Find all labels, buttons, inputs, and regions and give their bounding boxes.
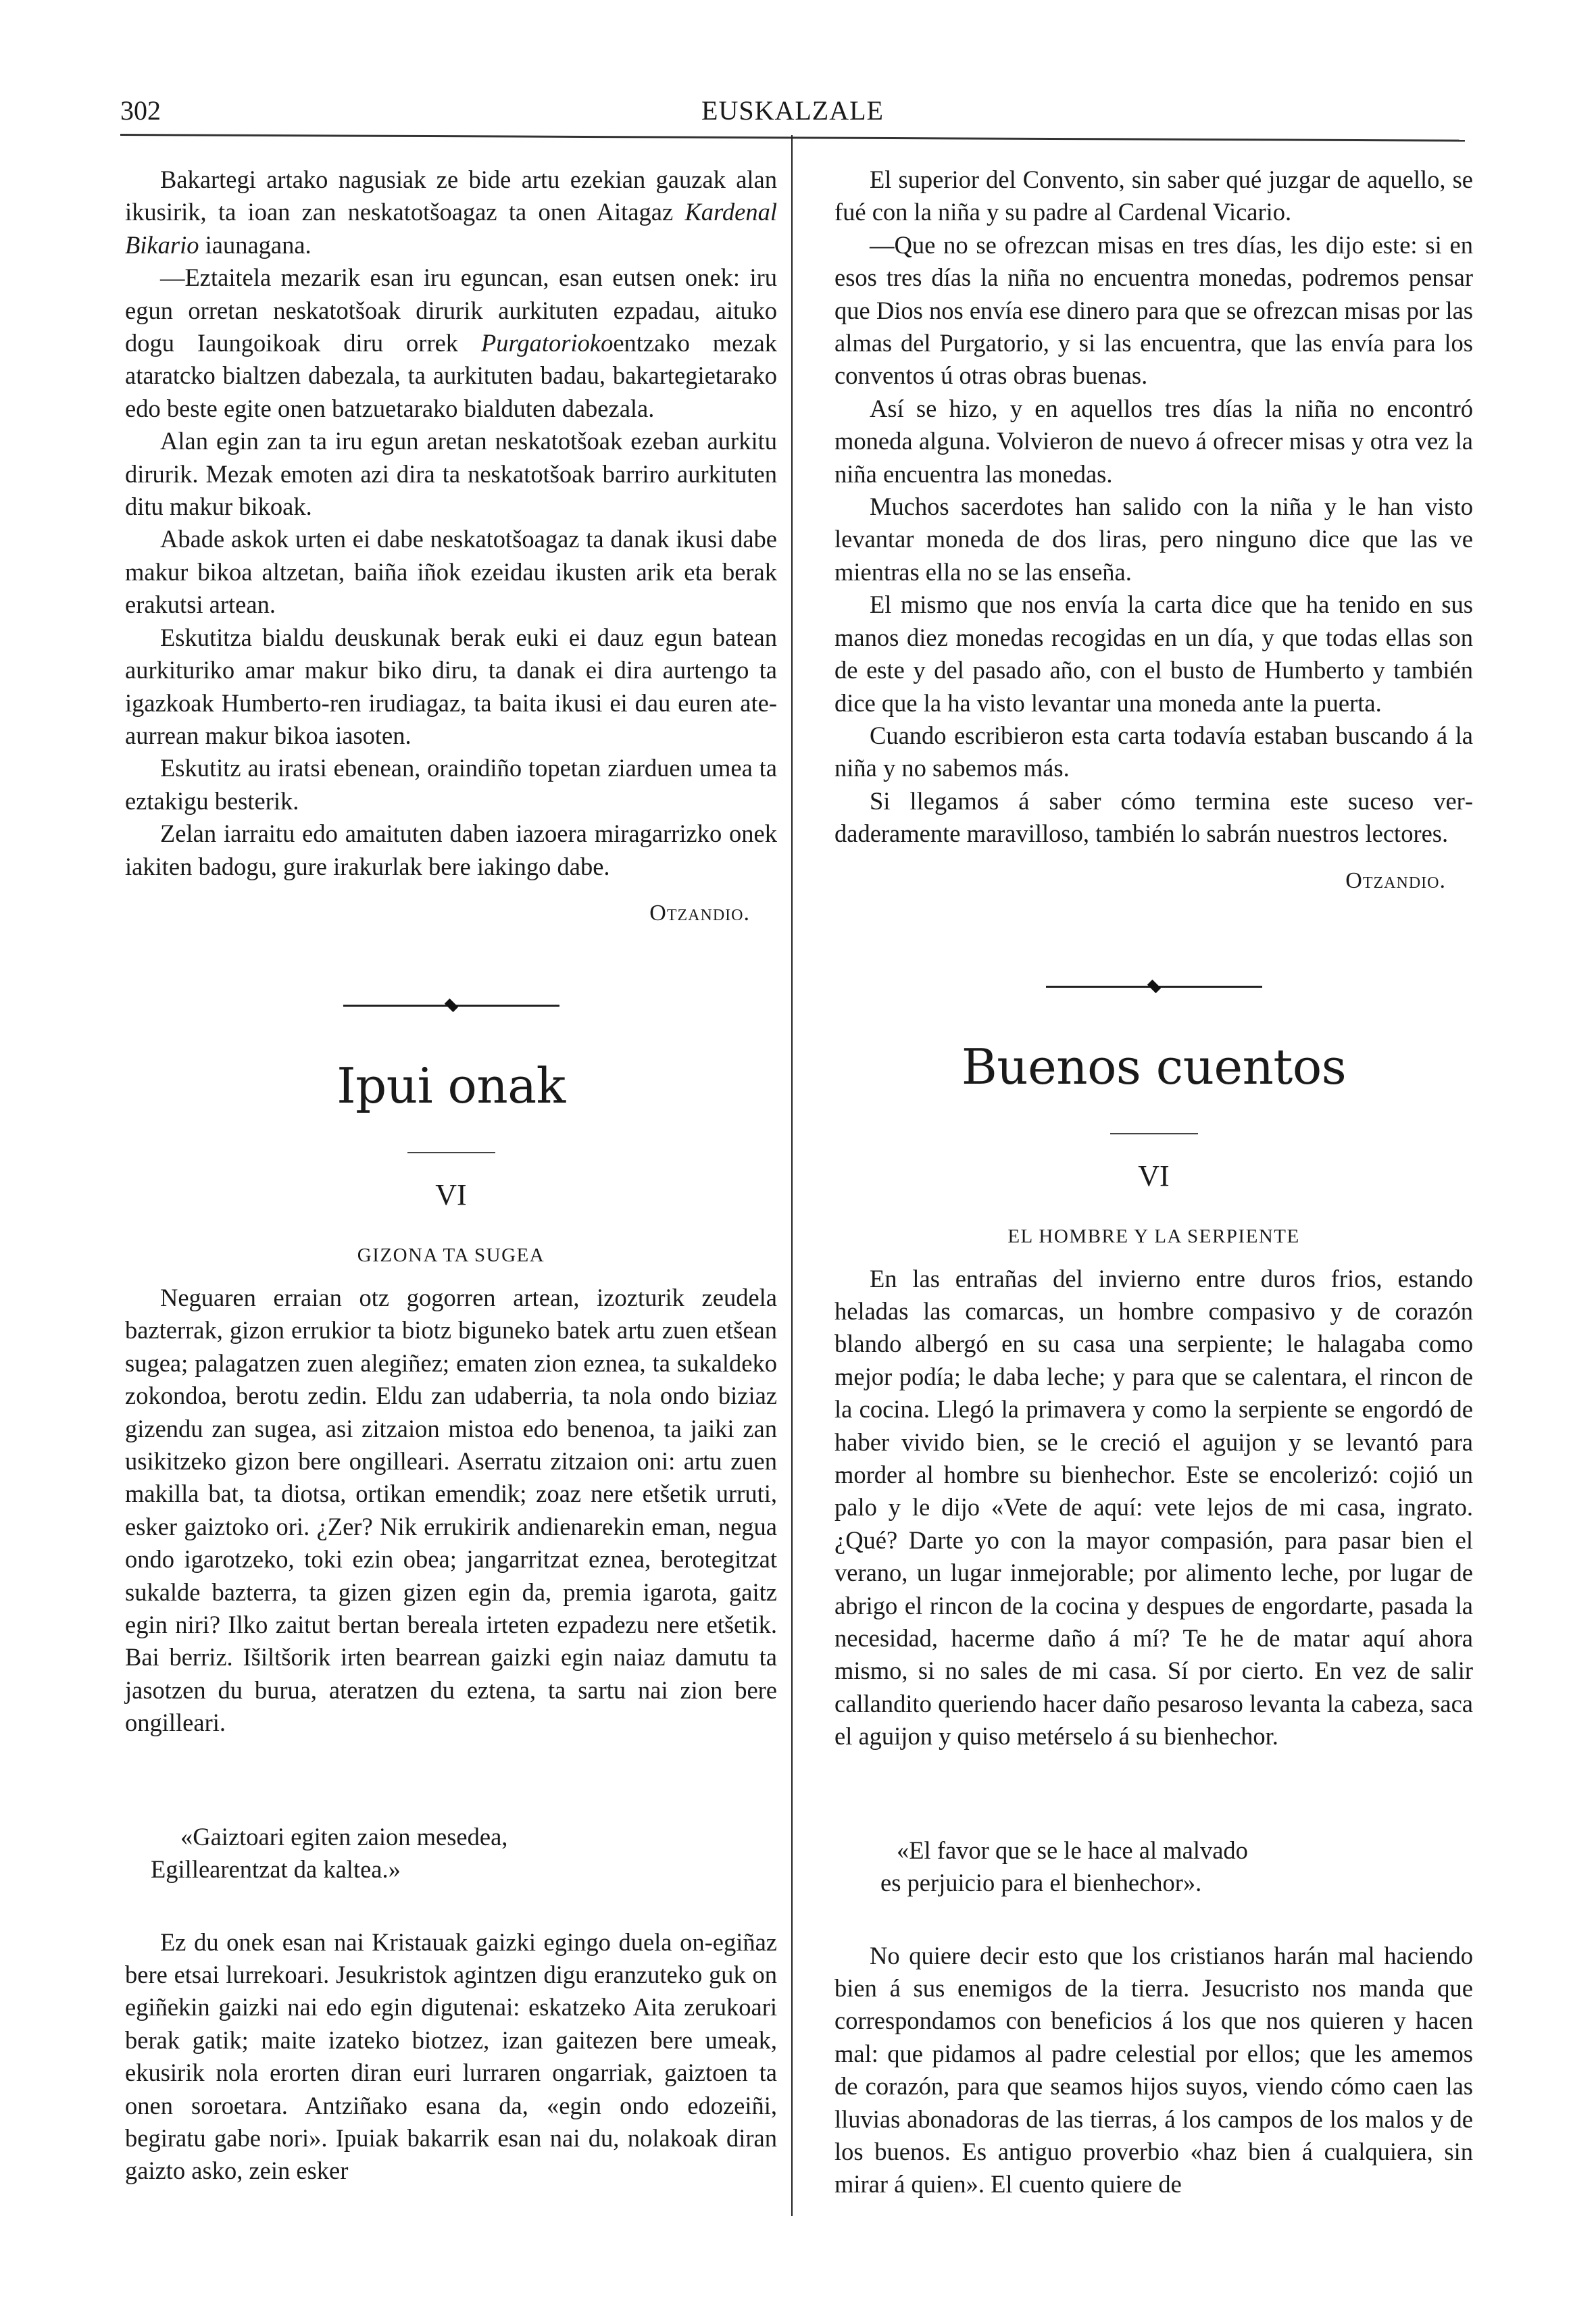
paragraph: Cuando escribieron esta carta todavía estaban buscando á la niña y no sabemos más.: [834, 721, 1473, 782]
diamond-icon: [444, 999, 457, 1012]
italic-phrase: Kardenal Bikario: [125, 198, 777, 259]
page-header: [120, 95, 1465, 135]
story-paragraph: Neguaren erraian otz gogorren artean, izozturik zeudela bazterrak, gizon errukior ta biotz biguneko batek artu zuen etšean sugea; palagatzen zuen alegiñez; ematen zion eznea, ta sukaldeko zokondoa, berotu zedin. Eldu zan udaberria, ta nola ondo biziaz gizendu zan sugea, asi zitzaion mistoa edo benenoa, ta jaiki zan usikitzeko gizon bere ongilleari. Aserratu zitzaion oni: artu zuen makilla bat, ta diotsa, ortikan emendik; zoaz nere etšetik urruti, esker gaiztoko ori. ¿Zer? Nik errukirik andienarekin eman, negua ondo igarotzeko, toki ezin obea; jangarritzat eznea, berotegitzat sukalde bazterra, ta gizen gizen egin da, premia igarota, gaitz egin niri? Ilko zaitut bertan bereala irteten ezpadezu nere etšetik. Bai berriz. Išiltšorik irten bearrean gaizki egin naiaz damutu ta jasotzen du burua, ateratzen du eztena, ta sartu nai zion bere ongilleari.: [125, 1283, 777, 1737]
page-number: 302: [120, 95, 161, 126]
running-title: EUSKALZALE: [701, 95, 884, 126]
paragraph: [125, 164, 777, 261]
paragraph: Alan egin zan ta iru egun aretan neskatotšoak ezeban aurkitu dirurik. Mezak emoten azi dira ta neskatotšoak barriro aurkituten ditu makur bikoak.: [125, 427, 777, 521]
column-divider: [791, 135, 793, 2216]
ornament-divider: [1046, 982, 1262, 991]
paragraph: El superior del Convento, sin saber qué juzgar de aquello, se fué con la niña y su padre al Cardenal Vicario.: [834, 166, 1473, 226]
paragraph: Si llegamos á saber cómo termina este suceso verdaderamente maravilloso, también lo sabrán nuestros lectores.: [834, 786, 1473, 848]
short-rule: [1110, 1133, 1198, 1134]
paragraph: Así se hizo, y en aquellos tres días la niña no encontró moneda alguna. Volvieron de nuevo á ofrecer misas y otra vez la niña encuentra las monedas.: [834, 394, 1473, 488]
left-column-basque: [125, 164, 777, 2188]
italic-phrase: Purgatorioko: [480, 329, 614, 357]
short-rule: [407, 1152, 495, 1153]
verse-block: [125, 1821, 777, 1886]
text-run: iaunagana.: [199, 230, 311, 259]
story-title: GIZONA TA SUGEA: [357, 1244, 545, 1266]
text-run: —Eztaitela mezarik esan iru eguncan, esan eutsen onek: iru egun orretan neskatotšoak dirurik aurkituten ezpadau, aituko dogu Iaungoikoak diru orrek: [125, 263, 777, 357]
author-signature: Otzandio.: [1345, 867, 1446, 893]
paragraph: Abade askok urten ei dabe neskatotšoagaz ta danak ikusi dabe makur bikoa altzetan, baiña iñok ezeidau ikusten arik eta berak erakutsi artean.: [125, 525, 777, 619]
section-title: Ipui onak: [336, 1057, 566, 1114]
paragraph: Muchos sacerdotes han salido con la niña y le han visto levantar moneda de dos liras, pero ninguno dice que las ve mientras ella no se las enseña.: [834, 493, 1473, 586]
story-paragraph: En las entrañas del invierno entre duros frios, estando heladas las comarcas, un hombre compasivo y de corazón blando albergó en su casa una serpiente; le halagaba como mejor podía; le daba leche; y para que se calentara, el rincon de la cocina. Llegó la primavera y como la serpiente se engordó de haber vivido bien, se le creció el aguijon y se levantó para morder al hombre su bienhechor. Este se encolerizó: cojió un palo y le dijo «Vete de aquí: vete lejos de mi casa, ingrato. ¿Qué? Darte yo con la mayor compasión, para pasar bien el verano, un lugar inmejorable; por alimento leche, por lugar de abrigo el rincon de la cocina y despues de engordarte, pasada la necesidad, hacerme daño á mí? Te he de matar aquí ahora mismo, si no sales de mi casa. Sí por cierto. En vez de salir callandito queriendo hacer daño pesaroso levanta la cabeza, saca el aguijon y quiso metérselo á su bienhechor.: [834, 1264, 1473, 1751]
moral-paragraph: No quiere decir esto que los cristianos harán mal haciendo bien á sus enemigos de la tierra. Jesucristo nos manda que correspondamos con beneficios á los que nos quieren y hacen mal: que pidamos al padre celestial por ellos; que les amemos de corazón, para que seamos hijos suyos, viendo cómo caen las lluvias abonadoras de las tierras, á los campos de los malos y de los buenos. Es antiguo proverbio «haz bien á cualquiera, sin mirar á quien». El cuento quiere de: [834, 1941, 1473, 2198]
verse-line: «Gaiztoari egiten zaion mesedea,: [180, 1822, 508, 1851]
text-run: Bakartegi artako nagusiak ze bide artu ezekian gauzak alan ikusirik, ta ioan zan neskatotšoagaz ta onen Aitagaz: [125, 166, 777, 226]
verse-block: [834, 1834, 1473, 1899]
paragraph: Eskutitz au iratsi ebenean, oraindiño topetan ziarduen umea ta eztakigu besterik.: [125, 754, 777, 815]
chapter-number: VI: [435, 1178, 467, 1211]
right-column-spanish: [834, 164, 1473, 2201]
paragraph: El mismo que nos envía la carta dice que ha tenido en sus manos diez monedas recogidas en un día, y que todas ellas son de este y del pasado año, con el busto de Humberto y también dice que la ha visto levantar una moneda ante la puerta.: [834, 590, 1473, 717]
verse-line: es perjuicio para el bienhechor».: [880, 1868, 1202, 1896]
paragraph: —Que no se ofrezcan misas en tres días, les dijo este: si en esos tres días la niña no encuentra monedas, podremos pensar que Dios nos envía ese dinero para que se ofrezcan misas por las almas del Purgatorio, y si las encuentra, que las envía para los conventos ú otras obras buenas.: [834, 230, 1473, 390]
moral-paragraph: Ez du onek esan nai Kristauak gaizki egingo duela on-egiñaz bere etsai lurrekoari. Jesukristok agintzen digu eranzuteko guk on egiñekin gaizki nai edo egin digutenai: eskatzeko Aita zerukoari berak gatik; maite izateko biotzez, izan gaitezen bere umeak, ekusirik nola erorten diran euri lurraren ongarriak, gaiztoen ta onen soroetara. Antziñako esana da, «egin ondo edozeiñi, begiratu gabe nori». Ipuiak bakarrik esan nai du, nolakoak diran gaizto asko, zein esker: [125, 1928, 777, 2185]
story-title: EL HOMBRE Y LA SERPIENTE: [1007, 1225, 1300, 1247]
paragraph: Eskutitza bialdu deuskunak berak euki ei dauz egun batean aurkituriko amar makur biko diru, ta danak ei dira aurtengo ta igazkoak Humberto-ren irudiagaz, ta baita ikusi ei dau euren ate-aurrean makur bikoa iasoten.: [125, 623, 777, 749]
text-run: entzako mezak ataratcko bialtzen dabezala, ta aurkituten badau, bakartegietarako edo beste egite onen batzuetarako bialduten dabezala.: [125, 329, 777, 422]
verse-line: Egillearentzat da kaltea.»: [151, 1855, 401, 1883]
ornament-divider: [343, 1001, 559, 1010]
author-signature: Otzandio.: [649, 900, 750, 926]
paragraph: Zelan iarraitu edo amaituten daben iazoera miragarrizko onek iakiten badogu, gure irakurlak bere iakingo dabe.: [125, 820, 777, 880]
chapter-number: VI: [1138, 1159, 1170, 1192]
verse-line: «El favor que se le hace al malvado: [897, 1836, 1248, 1864]
paragraph: [125, 261, 777, 425]
section-title: Buenos cuentos: [961, 1038, 1347, 1095]
diamond-icon: [1147, 979, 1160, 992]
